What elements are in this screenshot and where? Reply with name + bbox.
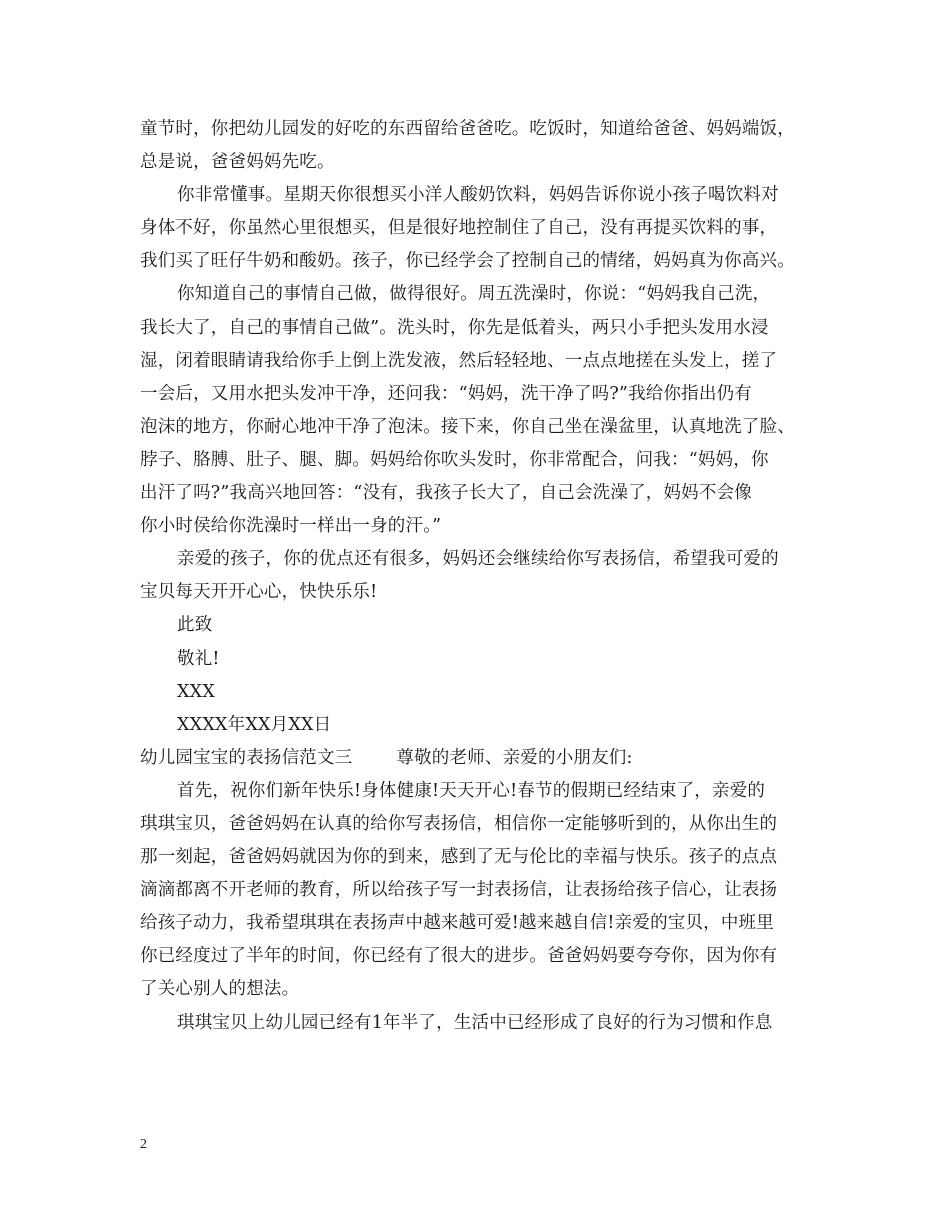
text-line: 出汗了吗?”我高兴地回答：“没有，我孩子长大了，自己会洗澡了，妈妈不会像 — [140, 483, 752, 504]
text-line: 你小时侯给你洗澡时一样出一身的汗。” — [140, 516, 442, 537]
text-line: 泡沫的地方，你耐心地冲干净了泡沫。接下来，你自己坐在澡盆里，认真地洗了脸、 — [140, 416, 795, 437]
text-line: 琪琪宝贝，爸爸妈妈在认真的给你写表扬信，相信你一定能够听到的，从你出生的 — [140, 813, 778, 834]
signature: XXX — [177, 681, 215, 702]
paragraph-start-line: 你非常懂事。星期天你很想买小洋人酸奶饮料，妈妈告诉你说小孩子喝饮料对 — [177, 185, 779, 206]
text-line: 湿，闭着眼睛请我给你手上倒上洗发液，然后轻轻地、一点点地搓在头发上，搓了 — [140, 350, 778, 371]
section-title: 幼儿园宝宝的表扬信范文三 — [140, 747, 353, 768]
closing-salutation: 此致 — [177, 615, 213, 636]
section-greeting: 尊敬的老师、亲爱的小朋友们: — [396, 747, 633, 768]
text-line: 我长大了，自己的事情自己做”。洗头时，你先是低着头，两只小手把头发用水浸 — [140, 317, 769, 338]
section-title-line — [140, 742, 830, 775]
text-line: 身体不好，你虽然心里很想买，但是很好地控制住了自己，没有再提买饮料的事， — [140, 218, 778, 239]
text-line: 给孩子动力，我希望琪琪在表扬声中越来越可爱!越来越自信!亲爱的宝贝，中班里 — [140, 913, 774, 934]
paragraph-start-line: 亲爱的孩子，你的优点还有很多，妈妈还会继续给你写表扬信，希望我可爱的 — [177, 549, 779, 570]
page-number: 2 — [140, 1137, 147, 1152]
text-line: 一会后，又用水把头发冲干净，还问我：“妈妈，洗干净了吗?”我给你指出仍有 — [140, 383, 752, 404]
closing-regards: 敬礼! — [177, 648, 220, 669]
text-line: 那一刻起，爸爸妈妈就因为你的到来，感到了无与伦比的幸福与快乐。孩子的点点 — [140, 847, 778, 868]
paragraph-start-line: 你知道自己的事情自己做，做得很好。周五洗澡时，你说：“妈妈我自己洗， — [177, 284, 771, 305]
date-line: XXXX年XX月XX日 — [177, 714, 332, 735]
text-line: 脖子、胳膊、肚子、腿、脚。妈妈给你吹头发时，你非常配合，问我：“妈妈，你 — [140, 449, 769, 470]
document-body — [140, 113, 830, 1040]
text-line: 总是说，爸爸妈妈先吃。 — [140, 152, 335, 173]
text-line: 了关心别人的想法。 — [140, 979, 300, 1000]
paragraph-start-line: 首先，祝你们新年快乐!身体健康!天天开心!春节的假期已经结束了，亲爱的 — [177, 780, 766, 801]
text-line: 我们买了旺仔牛奶和酸奶。孩子，你已经学会了控制自己的情绪，妈妈真为你高兴。 — [140, 251, 795, 272]
text-line: 你已经度过了半年的时间，你已经有了很大的进步。爸爸妈妈要夸夸你，因为你有 — [140, 946, 778, 967]
paragraph-start-line: 琪琪宝贝上幼儿园已经有1年半了，生活中已经形成了良好的行为习惯和作息 — [177, 1012, 773, 1033]
text-line: 童节时，你把幼儿园发的好吃的东西留给爸爸吃。吃饭时，知道给爸爸、妈妈端饭， — [140, 119, 795, 139]
text-line: 宝贝每天开开心心，快快乐乐! — [140, 582, 378, 603]
text-line: 滴滴都离不开老师的教育，所以给孩子写一封表扬信，让表扬给孩子信心，让表扬 — [140, 880, 778, 901]
